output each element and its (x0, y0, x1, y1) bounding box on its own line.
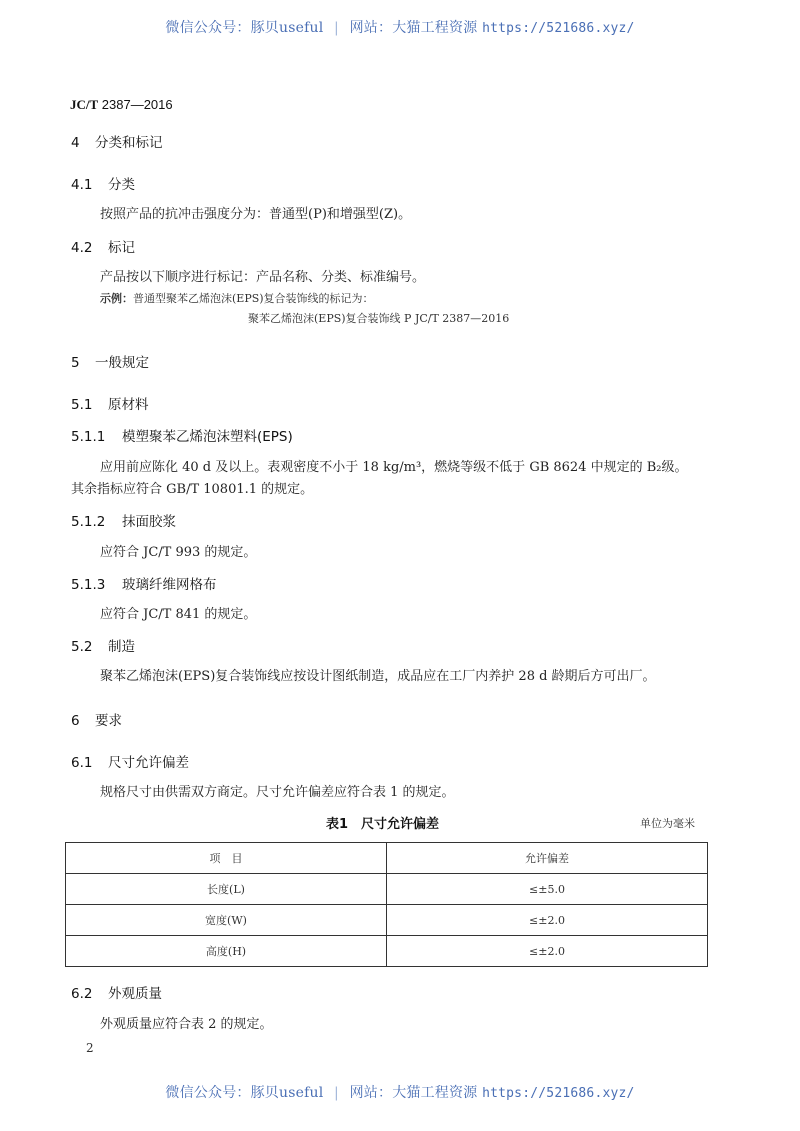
watermark-bottom (0, 1082, 800, 1102)
section-4-2-example-mark: 聚苯乙烯泡沫(EPS)复合装饰线 P JC/T 2387—2016 (248, 312, 510, 325)
section-4-2-example (100, 290, 374, 306)
section-6-2-heading: 6.2 外观质量 (71, 986, 162, 1002)
table-header-row (66, 843, 708, 874)
table-header-item: 项 目 (66, 843, 387, 874)
section-4-1-text: 按照产品的抗冲击强度分为：普通型(P)和增强型(Z)。 (100, 207, 412, 222)
table-row (66, 936, 708, 967)
table-1-caption: 表1 尺寸允许偏差 (326, 817, 440, 832)
section-5-1-2-text: 应符合 JC/T 993 的规定。 (100, 545, 257, 560)
table-1-unit: 单位为毫米 (640, 817, 695, 830)
section-6-heading: 6 要求 (71, 713, 122, 729)
section-5-1-3-text: 应符合 JC/T 841 的规定。 (100, 607, 257, 622)
watermark-url[interactable]: https://521686.xyz/ (482, 21, 635, 36)
watermark-site: 网站：大猫工程资源 (349, 20, 478, 36)
table-cell-tolerance: ≤±2.0 (387, 936, 708, 967)
standard-number: 2387—2016 (98, 97, 173, 112)
section-5-1-1-text-line1: 应用前应陈化 40 d 及以上。表观密度不小于 18 kg/m³，燃烧等级不低于 GB 8624 中规定的 B₂级。 (100, 460, 688, 475)
watermark-url[interactable]: https://521686.xyz/ (482, 1086, 635, 1101)
table-row (66, 905, 708, 936)
standard-prefix: JC/T (70, 97, 99, 112)
section-5-1-1-heading: 5.1.1 模塑聚苯乙烯泡沫塑料(EPS) (71, 429, 293, 445)
section-5-2-text: 聚苯乙烯泡沫(EPS)复合装饰线应按设计图纸制造，成品应在工厂内养护 28 d 龄期后方可出厂。 (100, 669, 656, 684)
watermark-site: 网站：大猫工程资源 (349, 1085, 478, 1101)
section-5-heading: 5 一般规定 (71, 355, 149, 371)
section-4-2-text: 产品按以下顺序进行标记：产品名称、分类、标准编号。 (100, 270, 426, 285)
section-6-2-text: 外观质量应符合表 2 的规定。 (100, 1017, 273, 1032)
section-6-1-heading: 6.1 尺寸允许偏差 (71, 755, 189, 771)
table-cell-item: 长度(L) (66, 874, 387, 905)
section-4-heading: 4 分类和标记 (71, 135, 163, 151)
table-cell-item: 宽度(W) (66, 905, 387, 936)
section-5-1-heading: 5.1 原材料 (71, 397, 149, 413)
watermark-separator: | (334, 20, 339, 36)
table-cell-tolerance: ≤±2.0 (387, 905, 708, 936)
watermark-wechat: 微信公众号：豚贝useful (165, 20, 324, 36)
section-5-1-1-text-line2: 其余指标应符合 GB/T 10801.1 的规定。 (71, 482, 314, 497)
page-number: 2 (86, 1041, 94, 1055)
table-cell-tolerance: ≤±5.0 (387, 874, 708, 905)
section-5-1-2-heading: 5.1.2 抹面胶浆 (71, 514, 176, 530)
section-4-2-heading: 4.2 标记 (71, 240, 135, 256)
section-5-1-3-heading: 5.1.3 玻璃纤维网格布 (71, 577, 217, 593)
standard-number-header (70, 97, 173, 113)
section-6-1-text: 规格尺寸由供需双方商定。尺寸允许偏差应符合表 1 的规定。 (100, 785, 455, 800)
table-header-tolerance: 允许偏差 (387, 843, 708, 874)
watermark-top (0, 17, 800, 37)
table-1 (65, 842, 708, 967)
section-4-1-heading: 4.1 分类 (71, 177, 135, 193)
table-cell-item: 高度(H) (66, 936, 387, 967)
table-row (66, 874, 708, 905)
section-5-2-heading: 5.2 制造 (71, 639, 135, 655)
watermark-separator: | (334, 1085, 339, 1101)
watermark-wechat: 微信公众号：豚贝useful (165, 1085, 324, 1101)
example-text: 普通型聚苯乙烯泡沫(EPS)复合装饰线的标记为： (133, 292, 374, 305)
example-label: 示例： (100, 292, 133, 305)
